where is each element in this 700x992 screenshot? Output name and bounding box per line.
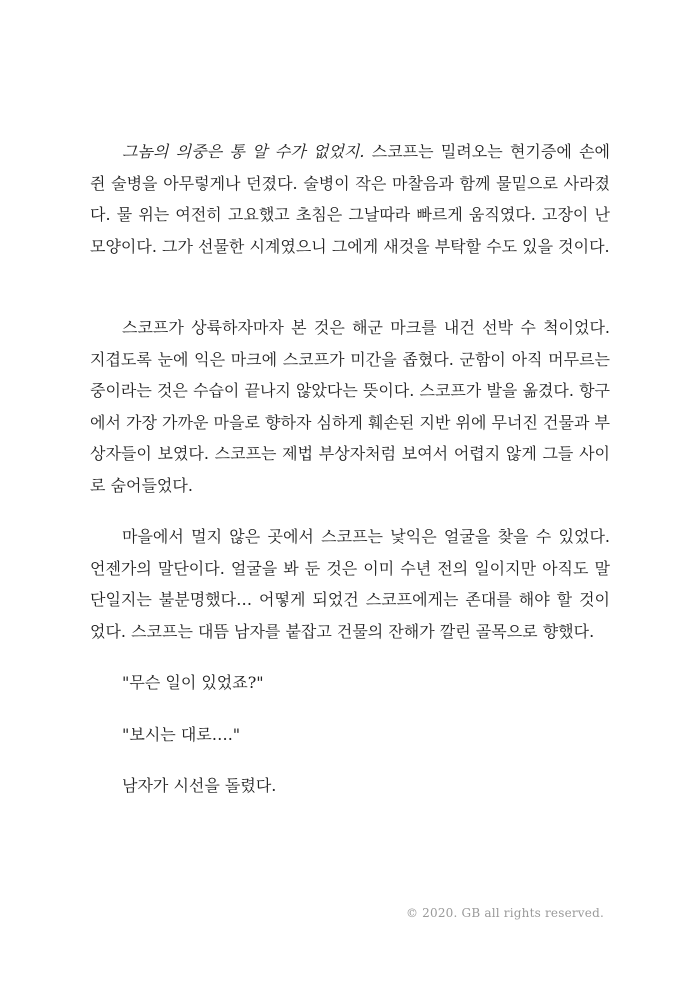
dialogue-line-2: "보시는 대로…." xyxy=(122,724,241,744)
body-text xyxy=(90,136,610,802)
paragraph-1-text: 스코프는 밀려오는 현기증에 손에 쥔 술병을 아무렇게나 던졌다. 술병이 작은 마찰음과 함께 물밑으로 사라졌다. 물 위는 여전히 고요했고 초침은 그날따라 빠르게 움직였다. 고장이 난 모양이다. 그가 선물한 시계였으니 그에게 새것을 부탁할 수도 있을 것이다. xyxy=(90,142,610,256)
paragraph-2: 스코프가 상륙하자마자 본 것은 해군 마크를 내건 선박 수 척이었다. 지겹도록 눈에 익은 마크에 스코프가 미간을 좁혔다. 군함이 아직 머무르는 중이라는 것은 수습이 끝나지 않았다는 뜻이다. 스코프가 발을 옮겼다. 항구에서 가장 가까운 마을로 향하자 심하게 훼손된 지반 위에 무너진 건물과 부상자들이 보였다. 스코프는 제법 부상자처럼 보여서 어렵지 않게 그들 사이로 숨어들었다. xyxy=(90,318,610,495)
paragraph-1 xyxy=(90,136,610,262)
italic-lead: 그놈의 의중은 통 알 수가 없었지. xyxy=(122,142,365,161)
copyright-footer: © 2020. GB all rights reserved. xyxy=(405,906,604,920)
paragraph-6: 남자가 시선을 돌렸다. xyxy=(122,776,277,795)
paragraph-3: 마을에서 멀지 않은 곳에서 스코프는 낯익은 얼굴을 찾을 수 있었다. 언젠가의 말단이다. 얼굴을 봐 둔 것은 이미 수년 전의 일이지만 아직도 말단일지는 불분명했다… 어떻게 되었건 스코프에게는 존대를 해야 할 것이었다. 스코프는 대뜸 남자를 붙잡고 건물의 잔해가 깔린 골목으로 향했다. xyxy=(90,527,610,641)
dialogue-line-1: "무슨 일이 있었죠?" xyxy=(122,673,264,692)
